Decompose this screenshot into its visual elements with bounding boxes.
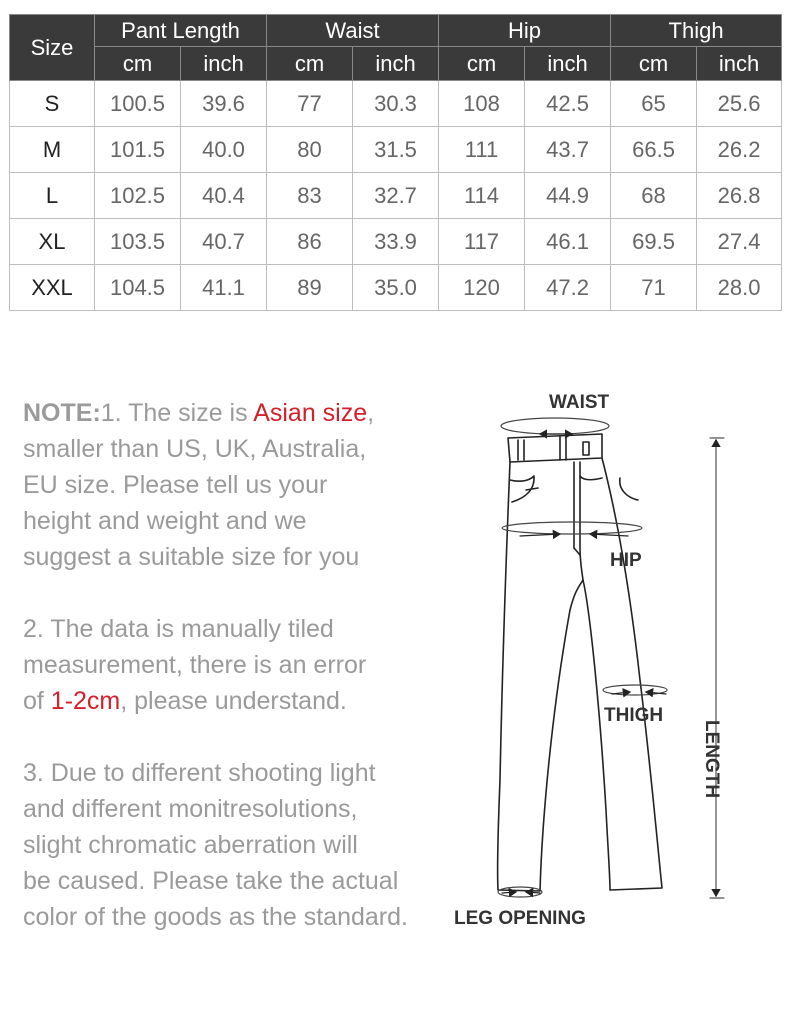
unit-header: inch	[353, 47, 439, 81]
table-cell: 77	[267, 81, 353, 127]
table-cell: 65	[611, 81, 697, 127]
size-cell: S	[10, 81, 95, 127]
table-cell: 117	[439, 219, 525, 265]
table-cell: 46.1	[525, 219, 611, 265]
table-cell: 30.3	[353, 81, 439, 127]
size-header: Size	[10, 15, 95, 81]
note-text: , please understand.	[120, 687, 347, 715]
table-cell: 80	[267, 127, 353, 173]
note-line: smaller than US, UK, Australia,	[23, 435, 367, 463]
table-cell: 32.7	[353, 173, 439, 219]
table-cell: 42.5	[525, 81, 611, 127]
table-cell: 28.0	[697, 265, 782, 311]
error-range-highlight: 1-2cm	[50, 687, 121, 715]
table-cell: 103.5	[95, 219, 181, 265]
thigh-header: Thigh	[611, 15, 782, 47]
table-cell: 71	[611, 265, 697, 311]
table-cell: 40.7	[181, 219, 267, 265]
table-cell: 31.5	[353, 127, 439, 173]
pant-length-header: Pant Length	[95, 15, 267, 47]
table-cell: 83	[267, 173, 353, 219]
table-cell: 68	[611, 173, 697, 219]
table-cell: 44.9	[525, 173, 611, 219]
unit-header: inch	[697, 47, 782, 81]
table-row	[10, 265, 782, 311]
table-cell: 100.5	[95, 81, 181, 127]
leg-opening-label: LEG OPENING	[454, 908, 586, 929]
table-cell: 86	[267, 219, 353, 265]
size-chart-table	[9, 14, 782, 311]
table-row	[10, 81, 782, 127]
thigh-label: THIGH	[604, 705, 664, 726]
table-row	[10, 127, 782, 173]
table-cell: 66.5	[611, 127, 697, 173]
note-line: height and weight and we	[23, 507, 307, 535]
table-cell: 27.4	[697, 219, 782, 265]
table-cell: 47.2	[525, 265, 611, 311]
table-cell: 39.6	[181, 81, 267, 127]
table-cell: 89	[267, 265, 353, 311]
note-line: be caused. Please take the actual	[23, 867, 399, 895]
table-cell: 33.9	[353, 219, 439, 265]
size-cell: XL	[10, 219, 95, 265]
unit-header: cm	[611, 47, 697, 81]
table-cell: 108	[439, 81, 525, 127]
table-cell: 120	[439, 265, 525, 311]
note-line: 2. The data is manually tiled	[23, 615, 334, 643]
table-cell: 35.0	[353, 265, 439, 311]
note-label: NOTE:	[23, 399, 101, 427]
table-cell: 40.0	[181, 127, 267, 173]
table-row	[10, 173, 782, 219]
table-cell: 40.4	[181, 173, 267, 219]
note-text: of	[23, 687, 51, 715]
note-text: 1. The size is	[100, 399, 254, 427]
note-line: 3. Due to different shooting light	[23, 759, 376, 787]
note-line: suggest a suitable size for you	[23, 543, 360, 571]
size-cell: L	[10, 173, 95, 219]
note-line: EU size. Please tell us your	[23, 471, 328, 499]
unit-header: cm	[267, 47, 353, 81]
note-line: and different monitresolutions,	[23, 795, 358, 823]
table-row	[10, 219, 782, 265]
note-1-first-line	[23, 395, 463, 431]
table-cell: 43.7	[525, 127, 611, 173]
length-label: LENGTH	[701, 720, 722, 799]
size-notes	[23, 395, 463, 935]
unit-header: inch	[181, 47, 267, 81]
asian-size-highlight: Asian size	[253, 399, 368, 427]
note-line: slight chromatic aberration will	[23, 831, 358, 859]
unit-header: cm	[439, 47, 525, 81]
note-line: color of the goods as the standard.	[23, 903, 408, 931]
note-line: measurement, there is an error	[23, 651, 367, 679]
waist-label: WAIST	[549, 392, 610, 413]
table-cell: 104.5	[95, 265, 181, 311]
pants-measurement-diagram	[440, 380, 780, 940]
table-cell: 114	[439, 173, 525, 219]
table-cell: 101.5	[95, 127, 181, 173]
table-cell: 69.5	[611, 219, 697, 265]
unit-header: cm	[95, 47, 181, 81]
table-cell: 25.6	[697, 81, 782, 127]
hip-header: Hip	[439, 15, 611, 47]
size-cell: XXL	[10, 265, 95, 311]
size-cell: M	[10, 127, 95, 173]
table-cell: 102.5	[95, 173, 181, 219]
pants-outline-icon	[440, 380, 780, 940]
table-cell: 111	[439, 127, 525, 173]
table-cell: 26.8	[697, 173, 782, 219]
hip-label: HIP	[610, 550, 642, 571]
table-cell: 41.1	[181, 265, 267, 311]
waist-header: Waist	[267, 15, 439, 47]
table-cell: 26.2	[697, 127, 782, 173]
unit-header: inch	[525, 47, 611, 81]
note-2-last-line	[23, 683, 463, 719]
note-text: ,	[367, 399, 375, 427]
